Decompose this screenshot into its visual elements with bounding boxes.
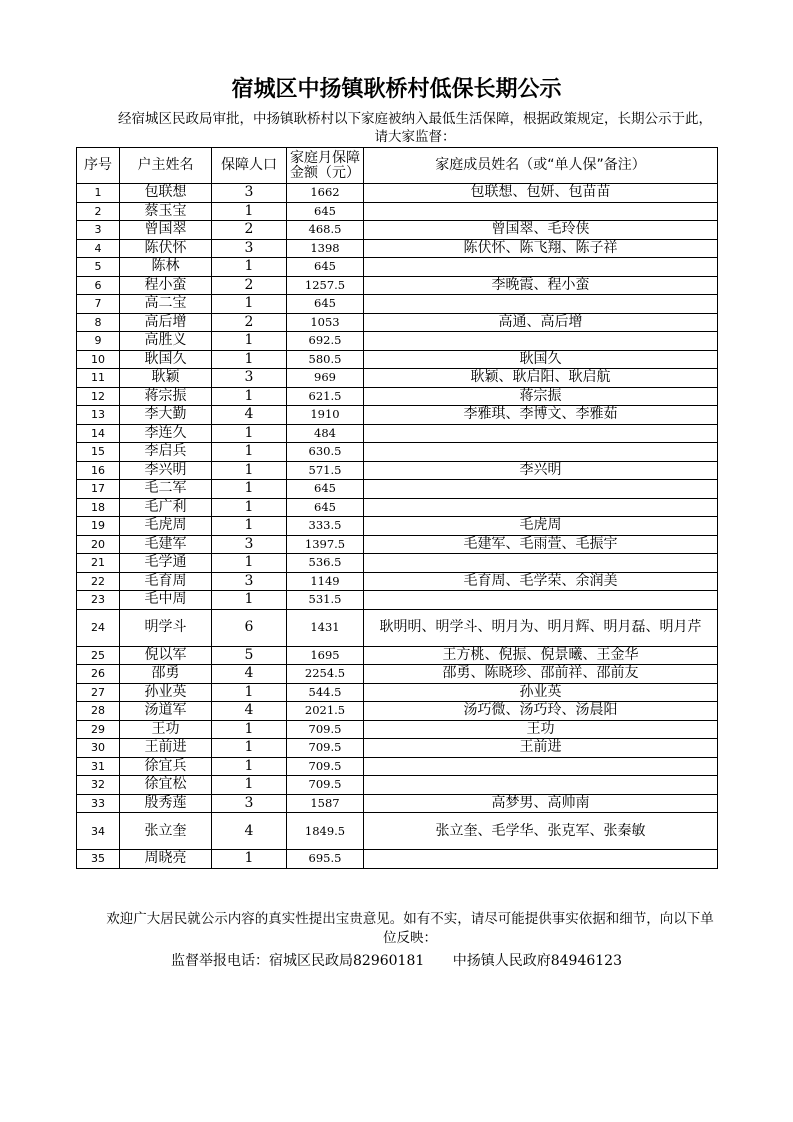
row-count: 4 (212, 702, 287, 721)
row-name: 高胜义 (120, 332, 212, 351)
row-name: 李连久 (120, 424, 212, 443)
table-row (77, 813, 718, 850)
row-amount: 1910 (287, 406, 364, 425)
row-amount: 709.5 (287, 720, 364, 739)
row-count: 1 (212, 350, 287, 369)
row-name: 李启兵 (120, 443, 212, 462)
table-row (77, 221, 718, 240)
row-seq: 9 (77, 332, 120, 351)
row-amount: 531.5 (287, 591, 364, 610)
row-amount: 645 (287, 202, 364, 221)
row-members: 曾国翠、毛玲侠 (364, 221, 718, 240)
table-row (77, 591, 718, 610)
table-row (77, 665, 718, 684)
row-members (364, 850, 718, 869)
row-seq: 13 (77, 406, 120, 425)
row-members: 毛虎周 (364, 517, 718, 536)
row-seq: 7 (77, 295, 120, 314)
row-members: 高梦男、高帅南 (364, 794, 718, 813)
table-row (77, 239, 718, 258)
row-name: 毛广利 (120, 498, 212, 517)
row-members (364, 443, 718, 462)
row-members (364, 776, 718, 795)
table-row (77, 776, 718, 795)
row-count: 4 (212, 665, 287, 684)
row-members: 孙业英 (364, 683, 718, 702)
row-count: 1 (212, 554, 287, 573)
table-row (77, 757, 718, 776)
row-seq: 24 (77, 609, 120, 646)
row-name: 徐宜兵 (120, 757, 212, 776)
row-seq: 1 (77, 184, 120, 203)
row-seq: 23 (77, 591, 120, 610)
row-count: 1 (212, 498, 287, 517)
row-members (364, 424, 718, 443)
row-name: 高二宝 (120, 295, 212, 314)
row-count: 1 (212, 295, 287, 314)
table-row (77, 295, 718, 314)
row-count: 1 (212, 517, 287, 536)
row-amount: 630.5 (287, 443, 364, 462)
beneficiary-table (76, 147, 718, 869)
row-seq: 2 (77, 202, 120, 221)
header-amount: 家庭月保障金额（元） (287, 148, 364, 184)
table-row (77, 850, 718, 869)
row-amount: 484 (287, 424, 364, 443)
row-seq: 16 (77, 461, 120, 480)
row-members (364, 480, 718, 499)
row-members: 耿颖、耿启阳、耿启航 (364, 369, 718, 388)
row-members: 王前进 (364, 739, 718, 758)
row-amount: 645 (287, 258, 364, 277)
row-members: 王功 (364, 720, 718, 739)
row-amount: 1587 (287, 794, 364, 813)
row-members: 邵勇、陈晓珍、邵前祥、邵前友 (364, 665, 718, 684)
row-name: 王前进 (120, 739, 212, 758)
row-members: 包联想、包妍、包苗苗 (364, 184, 718, 203)
row-name: 耿国久 (120, 350, 212, 369)
table-row (77, 443, 718, 462)
row-name: 张立奎 (120, 813, 212, 850)
row-name: 陈林 (120, 258, 212, 277)
table-row (77, 258, 718, 277)
header-members: 家庭成员姓名（或“单人保”备注） (364, 148, 718, 184)
row-seq: 30 (77, 739, 120, 758)
row-amount: 1398 (287, 239, 364, 258)
row-seq: 8 (77, 313, 120, 332)
row-seq: 32 (77, 776, 120, 795)
row-name: 高后增 (120, 313, 212, 332)
row-seq: 35 (77, 850, 120, 869)
table-row (77, 350, 718, 369)
row-name: 毛建军 (120, 535, 212, 554)
row-name: 陈伏怀 (120, 239, 212, 258)
row-amount: 645 (287, 480, 364, 499)
row-amount: 1257.5 (287, 276, 364, 295)
row-name: 毛中周 (120, 591, 212, 610)
row-amount: 1431 (287, 609, 364, 646)
row-seq: 26 (77, 665, 120, 684)
row-name: 包联想 (120, 184, 212, 203)
row-amount: 2021.5 (287, 702, 364, 721)
row-amount: 333.5 (287, 517, 364, 536)
row-members: 陈伏怀、陈飞翔、陈子祥 (364, 239, 718, 258)
row-amount: 709.5 (287, 757, 364, 776)
hotline-district: 监督举报电话：宿城区民政局82960181 (171, 953, 425, 969)
row-amount: 621.5 (287, 387, 364, 406)
row-count: 1 (212, 424, 287, 443)
table-row (77, 424, 718, 443)
table-row (77, 572, 718, 591)
table-row (77, 276, 718, 295)
row-count: 3 (212, 794, 287, 813)
row-seq: 10 (77, 350, 120, 369)
row-members: 张立奎、毛学华、张克军、张秦敏 (364, 813, 718, 850)
row-count: 2 (212, 221, 287, 240)
row-amount: 2254.5 (287, 665, 364, 684)
row-name: 殷秀莲 (120, 794, 212, 813)
row-members: 汤巧微、汤巧玲、汤晨阳 (364, 702, 718, 721)
row-members: 蒋宗振 (364, 387, 718, 406)
row-name: 程小蛮 (120, 276, 212, 295)
row-name: 倪以军 (120, 646, 212, 665)
row-members: 毛建军、毛雨萱、毛振宇 (364, 535, 718, 554)
row-amount: 692.5 (287, 332, 364, 351)
row-name: 邵勇 (120, 665, 212, 684)
row-seq: 12 (77, 387, 120, 406)
header-name: 户主姓名 (120, 148, 212, 184)
row-members: 李雅琪、李博文、李雅茹 (364, 406, 718, 425)
row-count: 5 (212, 646, 287, 665)
table-row (77, 332, 718, 351)
row-members (364, 295, 718, 314)
table-body (77, 184, 718, 869)
row-count: 6 (212, 609, 287, 646)
header-count: 保障人口 (212, 148, 287, 184)
row-seq: 28 (77, 702, 120, 721)
row-amount: 645 (287, 295, 364, 314)
row-name: 蔡玉宝 (120, 202, 212, 221)
row-seq: 25 (77, 646, 120, 665)
footer-hotlines (0, 952, 793, 970)
row-count: 2 (212, 276, 287, 295)
row-name: 毛虎周 (120, 517, 212, 536)
row-count: 1 (212, 461, 287, 480)
row-members (364, 591, 718, 610)
row-seq: 17 (77, 480, 120, 499)
row-members: 耿明明、明学斗、明月为、明月辉、明月磊、明月芹 (364, 609, 718, 646)
table-row (77, 646, 718, 665)
intro-text: 经宿城区民政局审批，中扬镇耿桥村以下家庭被纳入最低生活保障，根据政策规定，长期公示于此，请大家监督： (118, 111, 712, 145)
row-amount: 468.5 (287, 221, 364, 240)
row-name: 汤道军 (120, 702, 212, 721)
table-row (77, 683, 718, 702)
table-row (77, 517, 718, 536)
row-count: 1 (212, 443, 287, 462)
row-count: 1 (212, 757, 287, 776)
table-row (77, 387, 718, 406)
row-members: 高通、高后增 (364, 313, 718, 332)
table-row (77, 720, 718, 739)
table-row (77, 406, 718, 425)
table-row (77, 480, 718, 499)
row-seq: 6 (77, 276, 120, 295)
row-seq: 31 (77, 757, 120, 776)
row-amount: 1397.5 (287, 535, 364, 554)
row-count: 3 (212, 572, 287, 591)
row-members (364, 757, 718, 776)
row-amount: 1695 (287, 646, 364, 665)
row-count: 3 (212, 369, 287, 388)
table-row (77, 498, 718, 517)
table-row (77, 609, 718, 646)
row-name: 毛二军 (120, 480, 212, 499)
page-title: 宿城区中扬镇耿桥村低保长期公示 (231, 77, 562, 102)
row-amount: 709.5 (287, 739, 364, 758)
row-members: 毛育周、毛学荣、余润美 (364, 572, 718, 591)
row-seq: 3 (77, 221, 120, 240)
row-seq: 34 (77, 813, 120, 850)
table-row (77, 461, 718, 480)
row-name: 孙业英 (120, 683, 212, 702)
row-seq: 19 (77, 517, 120, 536)
row-name: 明学斗 (120, 609, 212, 646)
row-count: 1 (212, 683, 287, 702)
row-count: 1 (212, 739, 287, 758)
row-members: 李晚霞、程小蛮 (364, 276, 718, 295)
row-seq: 14 (77, 424, 120, 443)
row-name: 李兴明 (120, 461, 212, 480)
row-amount: 571.5 (287, 461, 364, 480)
row-seq: 5 (77, 258, 120, 277)
row-seq: 21 (77, 554, 120, 573)
row-name: 曾国翠 (120, 221, 212, 240)
table-row (77, 202, 718, 221)
row-count: 1 (212, 387, 287, 406)
row-members (364, 332, 718, 351)
hotline-town: 中扬镇人民政府84946123 (452, 953, 622, 969)
row-amount: 645 (287, 498, 364, 517)
row-members (364, 554, 718, 573)
table-row (77, 554, 718, 573)
table-header-row (77, 148, 718, 184)
row-name: 耿颖 (120, 369, 212, 388)
row-seq: 27 (77, 683, 120, 702)
footer-note: 欢迎广大居民就公示内容的真实性提出宝贵意见。如有不实，请尽可能提供事实依据和细节，向以下单位反映： (106, 911, 714, 946)
row-count: 2 (212, 313, 287, 332)
row-count: 4 (212, 813, 287, 850)
header-seq: 序号 (77, 148, 120, 184)
table-row (77, 739, 718, 758)
row-members: 耿国久 (364, 350, 718, 369)
row-count: 3 (212, 239, 287, 258)
row-seq: 20 (77, 535, 120, 554)
row-amount: 695.5 (287, 850, 364, 869)
row-seq: 4 (77, 239, 120, 258)
row-members (364, 202, 718, 221)
row-seq: 22 (77, 572, 120, 591)
row-name: 周晓亮 (120, 850, 212, 869)
row-name: 毛育周 (120, 572, 212, 591)
row-name: 李大勤 (120, 406, 212, 425)
row-amount: 1662 (287, 184, 364, 203)
row-count: 1 (212, 850, 287, 869)
table-row (77, 535, 718, 554)
row-count: 1 (212, 202, 287, 221)
row-seq: 18 (77, 498, 120, 517)
row-count: 1 (212, 480, 287, 499)
row-name: 徐宜松 (120, 776, 212, 795)
row-count: 1 (212, 776, 287, 795)
row-count: 1 (212, 258, 287, 277)
row-amount: 580.5 (287, 350, 364, 369)
row-amount: 969 (287, 369, 364, 388)
row-count: 1 (212, 720, 287, 739)
row-members (364, 498, 718, 517)
table-row (77, 794, 718, 813)
row-seq: 11 (77, 369, 120, 388)
row-count: 1 (212, 591, 287, 610)
row-amount: 536.5 (287, 554, 364, 573)
table-row (77, 702, 718, 721)
row-seq: 15 (77, 443, 120, 462)
row-name: 蒋宗振 (120, 387, 212, 406)
row-name: 王功 (120, 720, 212, 739)
row-name: 毛学通 (120, 554, 212, 573)
row-seq: 33 (77, 794, 120, 813)
row-count: 4 (212, 406, 287, 425)
row-count: 3 (212, 184, 287, 203)
row-count: 1 (212, 332, 287, 351)
row-amount: 1849.5 (287, 813, 364, 850)
row-members (364, 258, 718, 277)
row-amount: 1053 (287, 313, 364, 332)
row-seq: 29 (77, 720, 120, 739)
table-row (77, 313, 718, 332)
table-row (77, 369, 718, 388)
row-members: 王方桃、倪振、倪景曦、王金华 (364, 646, 718, 665)
row-count: 3 (212, 535, 287, 554)
row-amount: 1149 (287, 572, 364, 591)
row-amount: 544.5 (287, 683, 364, 702)
row-amount: 709.5 (287, 776, 364, 795)
table-row (77, 184, 718, 203)
row-members: 李兴明 (364, 461, 718, 480)
